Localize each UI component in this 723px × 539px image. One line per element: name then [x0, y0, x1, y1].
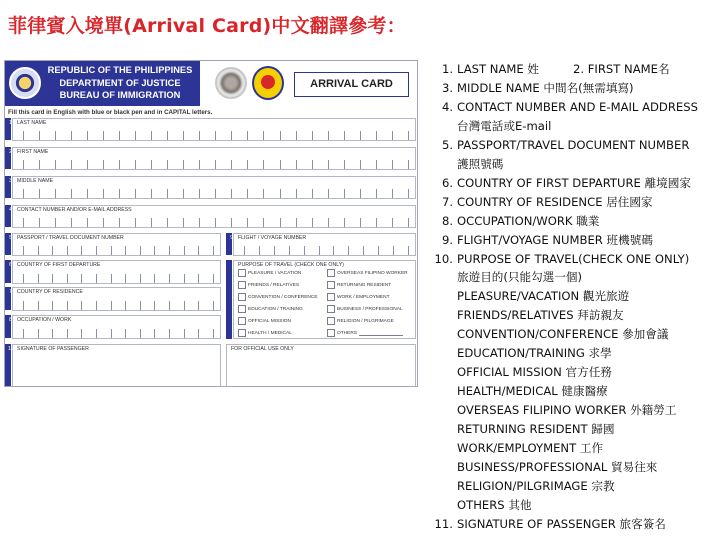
field-first-departure	[9, 260, 221, 284]
list-item: 3. MIDDLE NAME 中間名(無需填寫)	[441, 80, 634, 95]
checkbox-icon[interactable]	[327, 305, 335, 313]
field-number: 6	[9, 262, 12, 268]
purpose-translation: EDUCATION/TRAINING 求學	[457, 346, 612, 361]
field-passport	[9, 233, 221, 256]
purpose-label: PURPOSE OF TRAVEL (CHECK ONE ONLY)	[238, 262, 344, 268]
checkbox-icon[interactable]	[327, 329, 335, 337]
field-number: 7	[9, 289, 12, 295]
purpose-translation: OTHERS 其他	[457, 497, 532, 512]
field-number: 1	[9, 120, 12, 126]
header-text	[45, 64, 195, 102]
arrival-card-image	[4, 60, 418, 387]
purpose-translation: OFFICIAL MISSION 官方任務	[457, 365, 612, 380]
header-line-2: DEPARTMENT OF JUSTICE	[59, 77, 181, 88]
field-flight	[230, 233, 416, 256]
field-label: FIRST NAME	[17, 149, 49, 155]
purpose-option[interactable]: WORK / EMPLOYMENT	[327, 293, 390, 301]
field-label: COUNTRY OF RESIDENCE	[17, 289, 83, 295]
header-line-3: BUREAU OF IMMIGRATION	[59, 90, 181, 100]
card-instruction: Fill this card in English with blue or black pen and in CAPITAL letters.	[8, 109, 213, 116]
field-number: 4	[9, 207, 12, 213]
checkbox-icon[interactable]	[238, 269, 246, 277]
field-number: 11	[8, 346, 14, 352]
list-item: 7. COUNTRY OF RESIDENCE 居住國家	[441, 194, 653, 209]
field-label: SIGNATURE OF PASSENGER	[17, 346, 89, 352]
list-item-continuation: 台灣電話或E-mail	[457, 118, 552, 133]
purpose-translation: OVERSEAS FILIPINO WORKER 外籍勞工	[457, 403, 677, 418]
checkbox-icon[interactable]	[327, 281, 335, 289]
field-contact	[9, 205, 416, 228]
field-number: 2	[9, 149, 12, 155]
purpose-option[interactable]: OFFICIAL MISSION	[238, 317, 291, 325]
list-item: 4. CONTACT NUMBER AND E-MAIL ADDRESS	[441, 99, 698, 114]
field-stripe	[226, 260, 232, 339]
card-title: ARRIVAL CARD	[294, 72, 409, 97]
others-line	[359, 331, 403, 336]
list-item: 5. PASSPORT/TRAVEL DOCUMENT NUMBER	[441, 137, 690, 152]
card-header	[5, 61, 417, 106]
field-official-use	[226, 344, 416, 387]
field-label: CONTACT NUMBER AND/OR E-MAIL ADDRESS	[17, 207, 132, 213]
list-item: 8. OCCUPATION/WORK 職業	[441, 213, 600, 228]
field-label: FLIGHT / VOYAGE NUMBER	[238, 235, 307, 241]
field-number: 8	[9, 317, 12, 323]
purpose-option[interactable]: HEALTH / MEDICAL	[238, 329, 292, 337]
list-item: 1. LAST NAME 姓 2. FIRST NAME名	[441, 62, 670, 76]
purpose-option[interactable]: CONVENTION / CONFERENCE	[238, 293, 318, 301]
checkbox-icon[interactable]	[238, 281, 246, 289]
field-number: 5	[9, 235, 12, 241]
purpose-translation: HEALTH/MEDICAL 健康醫療	[457, 384, 608, 399]
official-seal-icon	[215, 67, 247, 99]
page-title: 菲律賓入境單(Arrival Card)中文翻譯參考：	[8, 15, 406, 37]
field-middle-name	[9, 176, 416, 199]
purpose-option[interactable]: RETURNING RESIDENT	[327, 281, 391, 289]
list-item: 10. PURPOSE OF TRAVEL(CHECK ONE ONLY)	[434, 251, 690, 266]
purpose-option[interactable]: EDUCATION / TRAINING	[238, 305, 303, 313]
bureau-seal-icon	[9, 67, 41, 99]
asean-logo-icon	[252, 66, 284, 100]
checkbox-icon[interactable]	[238, 293, 246, 301]
field-label: FOR OFFICIAL USE ONLY	[231, 346, 294, 352]
purpose-option[interactable]: PLEASURE / VACATION	[238, 269, 301, 277]
field-occupation	[9, 315, 221, 339]
list-item-continuation: 旅遊目的(只能勾選一個)	[457, 270, 582, 285]
purpose-option[interactable]: RELIGION / PILGRIMAGE	[327, 317, 394, 325]
field-last-name	[9, 118, 416, 141]
checkbox-icon[interactable]	[238, 317, 246, 325]
purpose-translation: WORK/EMPLOYMENT 工作	[457, 441, 604, 456]
field-label: OCCUPATION / WORK	[17, 317, 72, 323]
purpose-translation: BUSINESS/PROFESSIONAL 貿易往來	[457, 460, 658, 475]
purpose-option[interactable]: OTHERS	[327, 329, 403, 337]
list-item-continuation: 護照號碼	[457, 156, 504, 171]
purpose-option[interactable]: BUSINESS / PROFESSIONAL	[327, 305, 403, 313]
field-number: 3	[9, 178, 12, 184]
checkbox-icon[interactable]	[327, 293, 335, 301]
field-signature	[8, 344, 221, 387]
field-purpose	[233, 260, 416, 339]
checkbox-icon[interactable]	[238, 329, 246, 337]
purpose-option[interactable]: FRIENDS / RELATIVES	[238, 281, 299, 289]
field-label: COUNTRY OF FIRST DEPARTURE	[17, 262, 101, 268]
field-label: MIDDLE NAME	[17, 178, 54, 184]
checkbox-icon[interactable]	[327, 317, 335, 325]
list-item: 6. COUNTRY OF FIRST DEPARTURE 離境國家	[441, 175, 691, 190]
purpose-option[interactable]: OVERSEAS FILIPINO WORKER	[327, 269, 408, 277]
field-first-name	[9, 147, 416, 170]
purpose-translation: RELIGION/PILGRIMAGE 宗教	[457, 478, 615, 493]
header-line-1: REPUBLIC OF THE PHILIPPINES	[47, 65, 193, 75]
list-item: 11. SIGNATURE OF PASSENGER 旅客簽名	[434, 516, 666, 531]
field-label: LAST NAME	[17, 120, 47, 126]
purpose-translation: FRIENDS/RELATIVES 拜訪親友	[457, 308, 624, 323]
purpose-translation: CONVENTION/CONFERENCE 參加會議	[457, 327, 669, 342]
purpose-translation: PLEASURE/VACATION 觀光旅遊	[457, 289, 630, 304]
field-number: 9	[230, 235, 233, 241]
checkbox-icon[interactable]	[238, 305, 246, 313]
translation-list	[427, 60, 698, 534]
checkbox-icon[interactable]	[327, 269, 335, 277]
list-item: 9. FLIGHT/VOYAGE NUMBER 班機號碼	[441, 232, 653, 247]
field-residence	[9, 287, 221, 311]
purpose-translation: RETURNING RESIDENT 歸國	[457, 422, 615, 437]
field-label: PASSPORT / TRAVEL DOCUMENT NUMBER	[17, 235, 124, 241]
